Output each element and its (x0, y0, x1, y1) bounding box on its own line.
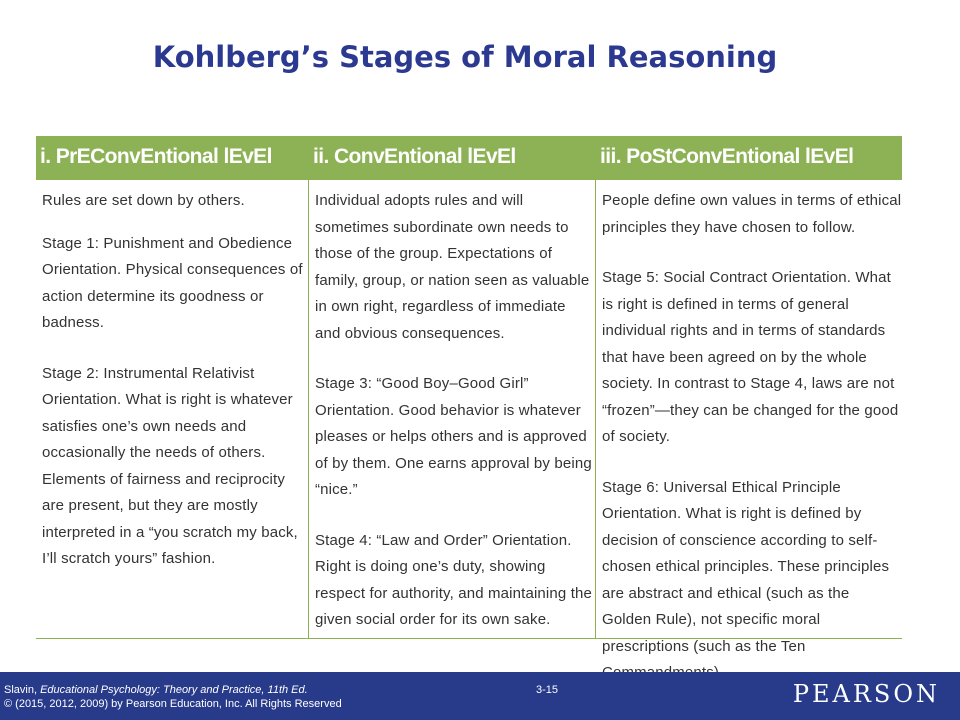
page-number: 3-15 (536, 684, 559, 696)
header-conventional: ii. ConvEntional lEvEl (313, 145, 516, 168)
footer-bar (0, 672, 960, 720)
stage-3-text: Stage 3: “Good Boy–Good Girl” Orientation. Good behavior is whatever pleases or helps others and is approved of by them. One earns approval by being “nice.” (315, 375, 592, 498)
stage-4-text: Stage 4: “Law and Order” Orientation. Right is doing one’s duty, showing respect for authority, and maintaining the given social order for its own sake. (315, 531, 593, 628)
pearson-logo: PEARSON (792, 680, 940, 708)
table-header-row (36, 136, 902, 180)
citation-book-title: Educational Psychology: Theory and Practice, 11th Ed. (40, 684, 308, 696)
column-postconventional (596, 180, 902, 655)
postconventional-intro: People define own values in terms of ethical principles they have chosen to follow. (602, 192, 902, 236)
stages-table (36, 136, 902, 655)
citation (4, 683, 342, 711)
stage-6-text: Stage 6: Universal Ethical Principle Orientation. What is right is defined by decision of conscience according to self-chosen ethical principles. These principles are abstract and ethical (such as the Golden Rule), not specific moral prescriptions (such as the Ten (602, 478, 890, 655)
conventional-intro: Individual adopts rules and will sometimes subordinate own needs to those of the group. Expectations of family, group, or nation seen as valuable in own right, regardless of immediate and obvious consequences. (315, 192, 590, 342)
stage-1-text: Stage 1: Punishment and Obedience Orientation. Physical consequences of action determine its goodness or badness. (42, 234, 303, 331)
citation-line-1 (4, 683, 342, 697)
preconventional-intro: Rules are set down by others. (42, 192, 245, 209)
stage-5-text: Stage 5: Social Contract Orientation. What is right is defined in terms of general individual rights and in terms of standards that have been agreed on by the whole society. In contrast to Stage 4, laws are not “frozen”—they can be changed for the good of society. (602, 269, 899, 445)
citation-line-2: © (2015, 2012, 2009) by Pearson Education, Inc. All Rights Reserved (4, 698, 342, 710)
column-preconventional (36, 180, 309, 638)
header-preconventional: i. PrEConvEntional lEvEl (40, 145, 272, 168)
citation-author: Slavin, (4, 684, 41, 696)
slide-title: Kohlberg’s Stages of Moral Reasoning (152, 40, 778, 74)
stage-2-text: Stage 2: Instrumental Relativist Orientation. What is right is whatever satisfies one’s own needs and occasionally the needs of others. Elements of fairness and reciprocity are present, but they are mostly interpreted in a “you scratch my back, I’ll scratch yours” fashion. (42, 364, 298, 567)
header-postconventional: iii. PoStConvEntional lEvEl (600, 145, 854, 168)
table-body-row (36, 180, 902, 655)
column-conventional (309, 180, 596, 638)
